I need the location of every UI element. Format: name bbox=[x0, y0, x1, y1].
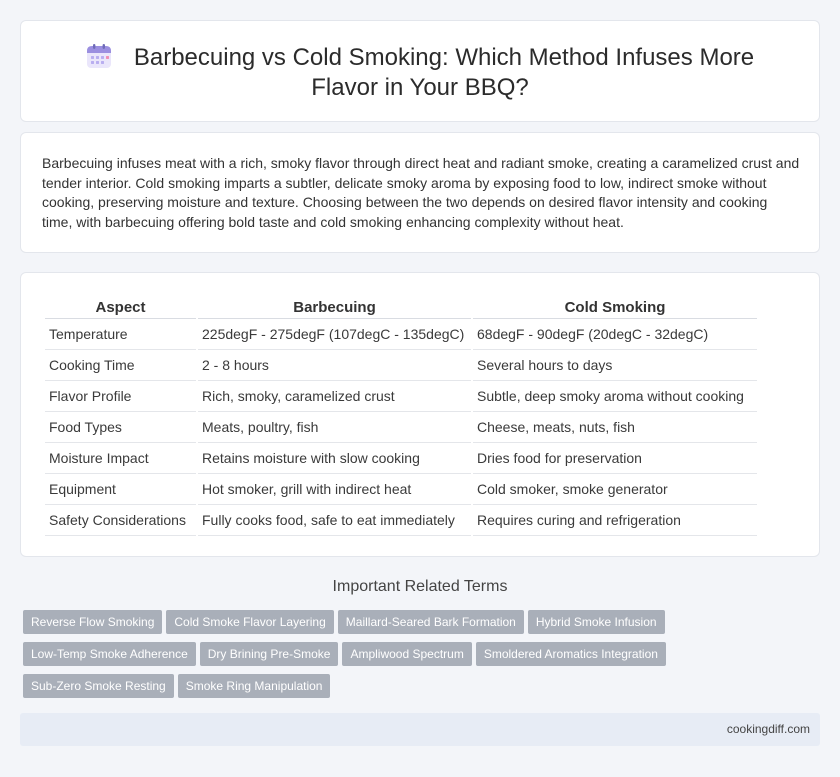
table-cell: 68degF - 90degF (20degC - 32degC) bbox=[473, 319, 757, 350]
table-cell: Safety Considerations bbox=[45, 505, 196, 536]
page-title-text: Barbecuing vs Cold Smoking: Which Method Infuses More Flavor in Your BBQ? bbox=[133, 44, 755, 101]
title-card bbox=[20, 20, 820, 122]
related-terms-heading: Important Related Terms bbox=[332, 578, 508, 595]
table-cell: Food Types bbox=[45, 412, 196, 443]
table-row bbox=[45, 319, 757, 350]
term-tag[interactable]: Ampliwood Spectrum bbox=[342, 642, 471, 666]
table-row bbox=[45, 381, 757, 412]
term-tag[interactable]: Low-Temp Smoke Adherence bbox=[23, 642, 196, 666]
table-cell: Meats, poultry, fish bbox=[198, 412, 471, 443]
term-tag[interactable]: Reverse Flow Smoking bbox=[23, 610, 162, 634]
footer-site[interactable]: cookingdiff.com bbox=[726, 722, 810, 736]
table-cell: 2 - 8 hours bbox=[198, 350, 471, 381]
table-cell: Dries food for preservation bbox=[473, 443, 757, 474]
table-cell: Cheese, meats, nuts, fish bbox=[473, 412, 757, 443]
intro-text: Barbecuing infuses meat with a rich, smoky flavor through direct heat and radiant smoke, creating a caramelized crust and tender interior. Cold smoking imparts a subtler, delicate smoky aroma by exposing food to low, indirect smoke without cooking, preserving moisture and texture. Choosing between the two depends on desired flavor intensity and cooking time, with barbecuing offering bold taste and cold smoking enhancing complexity without heat. bbox=[42, 155, 800, 230]
footer-bar bbox=[20, 713, 820, 746]
header-cold-smoking: Cold Smoking bbox=[473, 297, 757, 319]
table-cell: Temperature bbox=[45, 319, 196, 350]
intro-card bbox=[20, 132, 820, 253]
table-cell: Flavor Profile bbox=[45, 381, 196, 412]
term-tag[interactable]: Smoldered Aromatics Integration bbox=[476, 642, 666, 666]
comparison-table bbox=[43, 297, 759, 536]
table-row bbox=[45, 412, 757, 443]
table-cell: Cooking Time bbox=[45, 350, 196, 381]
table-cell: Cold smoker, smoke generator bbox=[473, 474, 757, 505]
term-tag[interactable]: Hybrid Smoke Infusion bbox=[528, 610, 665, 634]
table-cell: 225degF - 275degF (107degC - 135degC) bbox=[198, 319, 471, 350]
table-cell: Rich, smoky, caramelized crust bbox=[198, 381, 471, 412]
table-cell: Hot smoker, grill with indirect heat bbox=[198, 474, 471, 505]
table-cell: Equipment bbox=[45, 474, 196, 505]
table-header-row bbox=[45, 297, 757, 319]
term-tag[interactable]: Cold Smoke Flavor Layering bbox=[166, 610, 333, 634]
term-tag[interactable]: Maillard-Seared Bark Formation bbox=[338, 610, 524, 634]
term-tag[interactable]: Sub-Zero Smoke Resting bbox=[23, 674, 174, 698]
comparison-card bbox=[20, 272, 820, 557]
related-terms-list bbox=[23, 610, 683, 706]
table-row bbox=[45, 474, 757, 505]
table-row bbox=[45, 505, 757, 536]
table-cell: Retains moisture with slow cooking bbox=[198, 443, 471, 474]
header-aspect: Aspect bbox=[45, 297, 196, 319]
term-tag[interactable]: Smoke Ring Manipulation bbox=[178, 674, 331, 698]
table-row bbox=[45, 443, 757, 474]
term-tag[interactable]: Dry Brining Pre-Smoke bbox=[200, 642, 339, 666]
page-title bbox=[51, 43, 789, 103]
table-cell: Fully cooks food, safe to eat immediately bbox=[198, 505, 471, 536]
header-barbecuing: Barbecuing bbox=[198, 297, 471, 319]
table-cell: Subtle, deep smoky aroma without cooking bbox=[473, 381, 757, 412]
calendar-icon bbox=[86, 43, 112, 69]
title-wrap bbox=[51, 43, 789, 103]
table-cell: Requires curing and refrigeration bbox=[473, 505, 757, 536]
table-cell: Moisture Impact bbox=[45, 443, 196, 474]
table-row bbox=[45, 350, 757, 381]
table-cell: Several hours to days bbox=[473, 350, 757, 381]
